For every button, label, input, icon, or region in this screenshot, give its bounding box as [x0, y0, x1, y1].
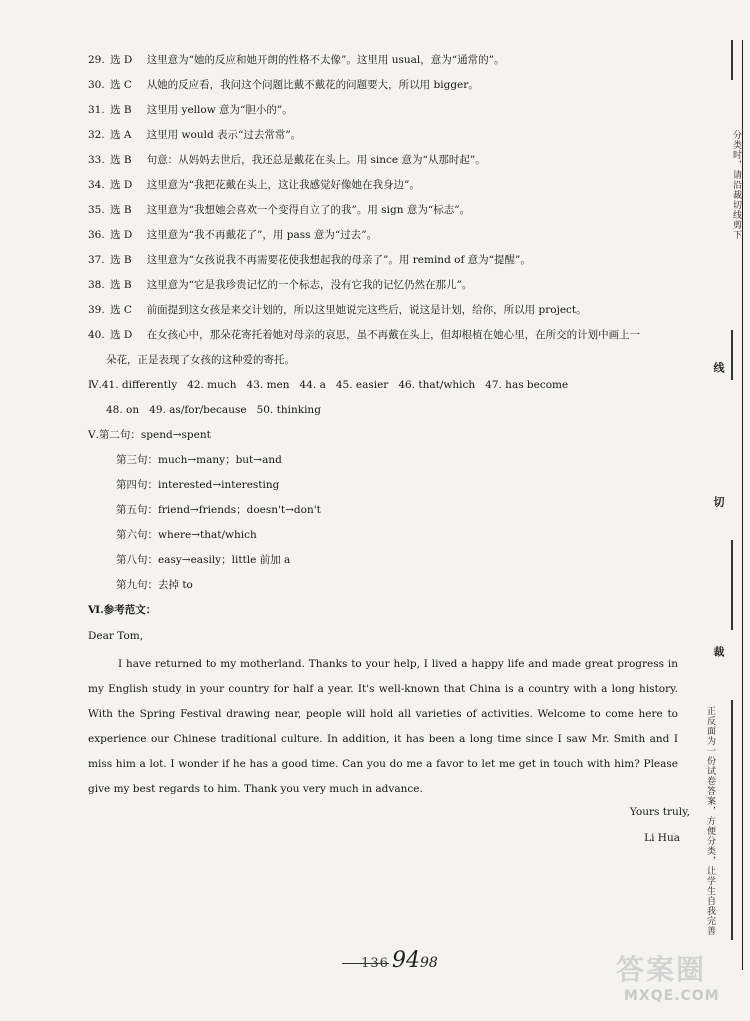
correction-row: 第六句：where→that/which	[116, 529, 257, 541]
answer-item	[88, 223, 688, 248]
correction-row: 第四句：interested→interesting	[116, 479, 280, 491]
answer-choice: 选 B	[110, 104, 132, 116]
answer-explanation: 这里用 yellow 意为“胆小的”。	[146, 104, 293, 116]
section-5-first-row	[88, 423, 688, 448]
answer-explanation: 从她的反应看，我问这个问题比戴不戴花的问题要大，所以用 bigger。	[146, 79, 479, 91]
cut-line-segment	[731, 330, 733, 380]
answer-number: 29.	[88, 54, 105, 66]
answer-item-40	[88, 323, 688, 348]
margin-mark-line: 线	[712, 362, 725, 373]
margin-mark-cut: 切	[712, 496, 725, 507]
answer-item	[88, 173, 688, 198]
handwritten-number: 94	[392, 948, 420, 973]
answer-explanation: 这里意为“我想她会喜欢一个变得自立了的我”。用 sign 意为“标志”。	[146, 204, 471, 216]
answer-item	[88, 98, 688, 123]
correction-row: 第五句：friend→friends；doesn't→don't	[116, 504, 321, 516]
answer-explanation: 这里意为“它是我珍贵记忆的一个标志，没有它我的记忆仍然在那儿”。	[146, 279, 473, 291]
answer-item	[88, 298, 688, 323]
answer-choice: 选 B	[110, 254, 132, 266]
section-5-label: Ⅴ.	[88, 429, 99, 441]
cut-line-segment	[731, 540, 733, 630]
answer-explanation: 这里意为“她的反应和她开朗的性格不太像”。这里用 usual，意为“通常的”。	[146, 54, 505, 66]
essay-body: I have returned to my motherland. Thanks to your help, I lived a happy life and made great progress in my English study in your country for half a year. It's well-known that China is a country with a long history. With the Spring Festival drawing near, people will hold all varieties of activities. Welcome to come here to experience our Chinese traditional culture. In addition, it has been a long time since I saw Mr. Smith and I miss him a lot. I wonder if he has a good time. Can you do me a favor to let me get in touch with him? Please give my best regards to him. Thank you very much in advance.	[88, 658, 678, 795]
site-watermark	[612, 948, 730, 1014]
answer-explanation: 这里意为“我把花戴在头上，这让我感觉好像她在我身边”。	[146, 179, 420, 191]
section-6-header	[88, 598, 688, 623]
correction-row: 第九句：去掉 to	[116, 579, 193, 591]
section-4-row-2: 48. on 49. as/for/because 50. thinking	[106, 404, 321, 416]
essay-signature: Li Hua	[644, 832, 680, 844]
answer-number: 31.	[88, 104, 105, 116]
margin-mark-trim: 裁	[712, 646, 725, 657]
answer-choice: 选 B	[110, 154, 132, 166]
answer-explanation: 前面提到这女孩是来交计划的，所以这里她说完这些后，说这是计划，给你，所以用 project。	[146, 304, 587, 316]
answer-number: 36.	[88, 229, 105, 241]
answer-explanation: 这里意为“我不再戴花了”，用 pass 意为“过去”。	[146, 229, 378, 241]
cloze-answers	[88, 48, 688, 323]
answer-number: 38.	[88, 279, 105, 291]
cut-line-segment	[731, 40, 733, 80]
margin-cut-instruction: 分类时，请沿裁切线剪下	[731, 130, 741, 240]
answer-number: 30.	[88, 79, 105, 91]
answer-explanation: 这里意为“女孩说我不再需要花使我想起我的母亲了”。用 remind of 意为“提醒”。	[146, 254, 531, 266]
answer-choice: 选 C	[110, 304, 132, 316]
answer-content	[88, 48, 688, 802]
answer-choice: 选 D	[110, 179, 133, 191]
answer-choice: 选 D	[110, 329, 133, 341]
answer-choice: 选 C	[110, 79, 132, 91]
answer-choice: 选 B	[110, 204, 132, 216]
answer-number: 34.	[88, 179, 105, 191]
cut-line-segment	[731, 700, 733, 940]
correction-row: 第三句：much→many；but→and	[116, 454, 282, 466]
section-6-heading: 参考范文：	[103, 604, 157, 616]
handwritten-page-number	[392, 948, 438, 973]
answer-item	[88, 48, 688, 73]
answer-explanation: 这里用 would 表示“过去常常”。	[146, 129, 302, 141]
section-4-row-1	[88, 373, 688, 398]
answer-item	[88, 248, 688, 273]
answer-number: 40.	[88, 329, 105, 341]
section-4-label: Ⅳ.	[88, 379, 102, 391]
page-number	[342, 956, 389, 971]
answer-explanation: 在女孩心中，那朵花寄托着她对母亲的哀思，虽不再戴在头上，但却根植在她心里，在所交的计划中画上一	[146, 329, 641, 341]
correction-row: 第八句：easy→easily；little 前加 a	[116, 554, 291, 566]
watermark-logo-text: 答案圈	[616, 953, 707, 986]
answer-choice: 选 B	[110, 279, 132, 291]
cutting-margin	[700, 0, 750, 1021]
answer-explanation: 句意：从妈妈去世后，我还总是戴花在头上。用 since 意为“从那时起”。	[146, 154, 486, 166]
answer-item	[88, 123, 688, 148]
answer-choice: 选 D	[110, 229, 133, 241]
section-6-label: Ⅵ.	[88, 604, 104, 616]
answer-number: 33.	[88, 154, 105, 166]
section-5-correction: 第二句：spend→spent	[98, 429, 211, 441]
essay-salutation: Dear Tom,	[88, 630, 144, 642]
watermark-url: MXQE.COM	[624, 988, 720, 1004]
answer-number: 35.	[88, 204, 105, 216]
answer-choice: 选 A	[110, 129, 132, 141]
section-5-corrections	[88, 448, 688, 598]
margin-bottom-note: 正反面为一份试卷答案，方便分类，让学生自我完善	[705, 706, 715, 936]
answer-item	[88, 273, 688, 298]
answer-item	[88, 73, 688, 98]
answer-number: 39.	[88, 304, 105, 316]
answer-choice: 选 D	[110, 54, 133, 66]
section-4-answers-1: 41. differently 42. much 43. men 44. a 45. easier 46. that/which 47. has become	[101, 379, 569, 391]
printed-page-number: — 136	[342, 956, 389, 971]
answer-item	[88, 148, 688, 173]
answer-item	[88, 198, 688, 223]
answer-number: 37.	[88, 254, 105, 266]
answer-item-40-continued: 朵花，正是表现了女孩的这种爱的寄托。	[106, 354, 295, 366]
struck-number: 98	[420, 955, 438, 971]
essay-closing: Yours truly,	[629, 806, 690, 818]
answer-number: 32.	[88, 129, 105, 141]
